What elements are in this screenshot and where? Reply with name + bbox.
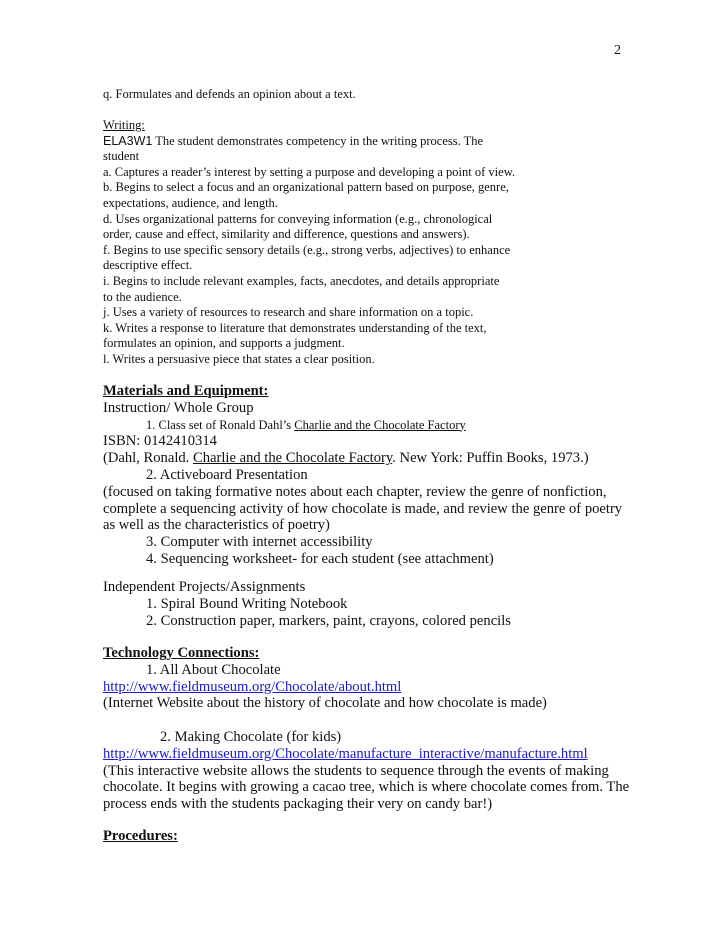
independent-section: [103, 579, 663, 629]
materials-item-3: 3. Computer with internet accessibility: [146, 534, 373, 551]
book-title: Charlie and the Chocolate Factory: [294, 417, 466, 432]
page-number: 2: [614, 43, 621, 58]
procedures-section: [103, 828, 663, 845]
writing-line: b. Begins to select a focus and an organizational pattern based on purpose, genre,: [103, 180, 509, 195]
technology-link-2[interactable]: http://www.fieldmuseum.org/Chocolate/manufacture_interactive/manufacture.html: [103, 745, 588, 762]
materials-group: Instruction/ Whole Group: [103, 399, 254, 416]
spacer: [103, 712, 663, 729]
independent-item: 1. Spiral Bound Writing Notebook: [146, 595, 348, 612]
writing-line: descriptive effect.: [103, 258, 193, 273]
standard-q-text: q. Formulates and defends an opinion about a text.: [103, 87, 356, 101]
writing-line: to the audience.: [103, 289, 182, 304]
materials-item-4: 4. Sequencing worksheet- for each student (see attachment): [146, 550, 494, 567]
materials-citation: (Dahl, Ronald. Charlie and the Chocolate Factory. New York: Puffin Books, 1973.): [103, 450, 589, 467]
technology-section: [103, 645, 663, 813]
standard-q: [103, 87, 663, 103]
technology-desc-2: process ends with the students packaging their very on candy bar!): [103, 796, 493, 813]
writing-line: i. Begins to include relevant examples, facts, anecdotes, and details appropriate: [103, 273, 500, 288]
technology-heading: Technology Connections:: [103, 645, 260, 661]
procedures-heading: Procedures:: [103, 828, 178, 844]
independent-heading: Independent Projects/Assignments: [103, 579, 306, 595]
writing-line: f. Begins to use specific sensory details (e.g., strong verbs, adjectives) to enhance: [103, 242, 511, 257]
writing-intro-line: [103, 134, 663, 150]
materials-item-2-desc: as well as the characteristics of poetry): [103, 517, 330, 534]
technology-desc-1: (Internet Website about the history of chocolate and how chocolate is made): [103, 695, 547, 712]
independent-item: 2. Construction paper, markers, paint, crayons, colored pencils: [146, 612, 511, 629]
writing-line: d. Uses organizational patterns for conveying information (e.g., chronological: [103, 211, 493, 226]
writing-line: order, cause and effect, similarity and difference, questions and answers).: [103, 227, 470, 242]
materials-item-2-desc: complete a sequencing activity of how chocolate is made, and review the genre of poetry: [103, 500, 623, 517]
materials-isbn: ISBN: 0142410314: [103, 433, 217, 450]
citation-title: Charlie and the Chocolate Factory: [192, 450, 393, 467]
writing-line: k. Writes a response to literature that demonstrates understanding of the text,: [103, 320, 487, 335]
writing-code: ELA3W1: [103, 133, 153, 148]
writing-line: j. Uses a variety of resources to research and share information on a topic.: [103, 305, 474, 320]
technology-desc-2: chocolate. It begins with growing a cacao tree, which is where chocolate comes from. The: [103, 779, 630, 796]
technology-item-2: 2. Making Chocolate (for kids): [160, 728, 342, 745]
technology-item-1: 1. All About Chocolate: [146, 661, 281, 678]
writing-line: student: [103, 149, 140, 164]
materials-item-1: 1. Class set of Ronald Dahl’s Charlie and the Chocolate Factory: [146, 417, 466, 432]
writing-heading: Writing:: [103, 118, 145, 132]
writing-intro: The student demonstrates competency in the writing process. The: [152, 133, 484, 148]
writing-line: l. Writes a persuasive piece that states a clear position.: [103, 351, 375, 366]
writing-line: expectations, audience, and length.: [103, 195, 278, 210]
writing-section: [103, 118, 663, 368]
writing-line: a. Captures a reader’s interest by setting a purpose and developing a point of view.: [103, 164, 516, 179]
writing-line: formulates an opinion, and supports a judgment.: [103, 336, 345, 351]
materials-item-2-desc: (focused on taking formative notes about each chapter, review the genre of nonfiction,: [103, 483, 607, 500]
materials-section: [103, 383, 663, 568]
materials-item-2: 2. Activeboard Presentation: [146, 466, 308, 483]
technology-desc-2: (This interactive website allows the students to sequence through the events of making: [103, 762, 609, 779]
technology-link-1[interactable]: http://www.fieldmuseum.org/Chocolate/about.html: [103, 678, 402, 695]
materials-heading: Materials and Equipment:: [103, 383, 269, 399]
